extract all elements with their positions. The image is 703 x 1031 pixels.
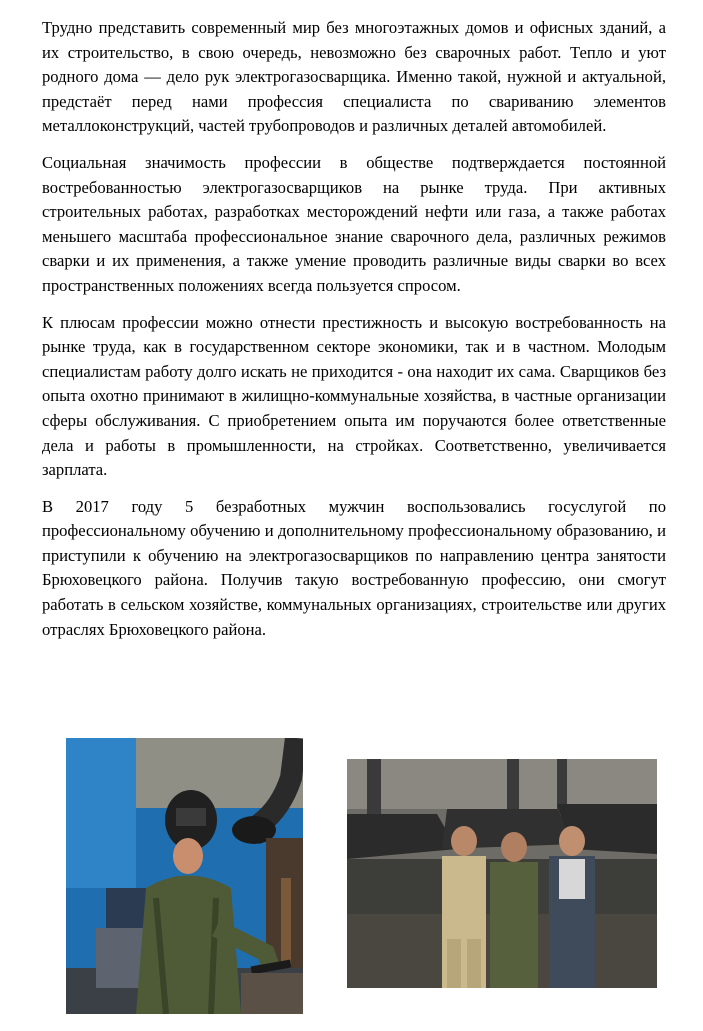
document-body (42, 16, 666, 654)
welder-workstation-photo (66, 738, 303, 1014)
paragraph-intro: Трудно представить современный мир без многоэтажных домов и офисных зданий, а их строительство, в свою очередь, невозможно без сварочных работ. Тепло и уют родного дома — дело рук электрогазосварщика. Именно такой, нужной и актуальной, предстаёт перед нами профессия специалиста по свариванию элементов металлоконструкций, частей трубопроводов и различных деталей автомобилей. (42, 18, 666, 136)
paragraph-social-significance: Социальная значимость профессии в обществе подтверждается постоянной востребованностью электрогазосварщиков на рынке труда. При активных строительных работах, разработках месторождений нефти или газа, а также работах меньшего масштаба профессиональное знание сварочного дела, различных режимов сварки и их применения, а также умение проводить различные виды сварки во всех пространственных положениях всегда пользуется спросом. (42, 152, 666, 295)
paragraph-training-2017: В 2017 году 5 безработных мужчин воспользовались госуслугой по профессиональному обучению и дополнительному профессиональному образованию, и приступили к обучению на электрогазосварщиков по направлению центра занятости Брюховецкого района. Получив такую востребованную профессию, они смогут работать в сельском хозяйстве, коммунальных организациях, строительстве или других отраслях Брюховецкого района. (42, 496, 666, 639)
paragraph-advantages: К плюсам профессии можно отнести престижность и высокую востребованность на рынке труда, как в государственном секторе экономики, так и в частном. Молодым специалистам работу долго искать не приходится - она находит их сама. Сварщиков без опыта охотно принимают в жилищно-коммунальные хозяйства, в частные организации сферы обслуживания. С приобретением опыта им поручаются более ответственные дела и работы в промышленности, на стройках. Соответственно, увеличивается зарплата. (42, 312, 666, 480)
trainees-group-photo (347, 759, 657, 988)
